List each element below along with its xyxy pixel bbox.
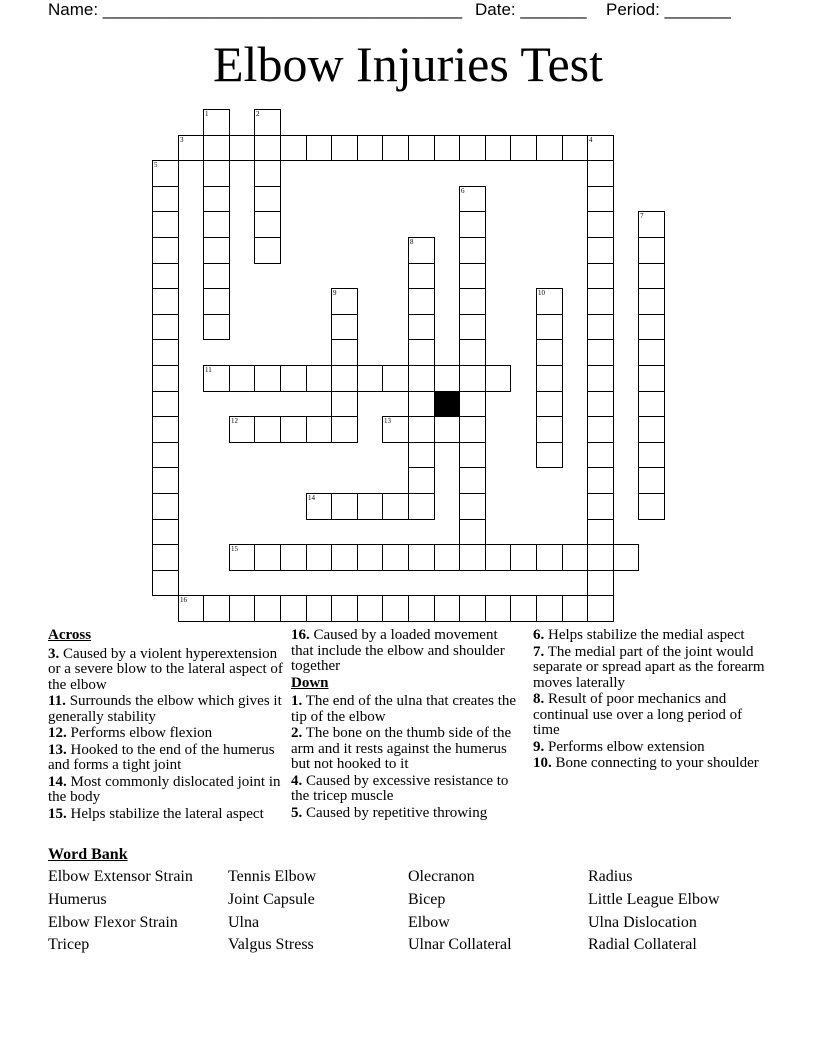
crossword-cell[interactable] xyxy=(536,314,563,340)
crossword-cell[interactable] xyxy=(587,570,614,596)
crossword-cell[interactable] xyxy=(536,339,563,366)
crossword-cell[interactable] xyxy=(638,314,665,340)
crossword-cell[interactable] xyxy=(331,493,358,520)
crossword-cell[interactable] xyxy=(306,365,332,392)
crossword-cell[interactable] xyxy=(638,263,665,289)
crossword-cell[interactable] xyxy=(306,544,332,571)
crossword-cell[interactable] xyxy=(587,442,614,468)
crossword-cell[interactable] xyxy=(254,416,281,443)
crossword-cell[interactable] xyxy=(306,135,332,161)
word-bank-item: Bicep xyxy=(408,891,446,908)
crossword-cell[interactable] xyxy=(587,595,614,622)
crossword-cell[interactable] xyxy=(203,160,230,187)
period-field-label: Period: _______ xyxy=(606,0,731,19)
crossword-cell[interactable] xyxy=(638,211,665,238)
crossword-cell[interactable] xyxy=(536,391,563,417)
crossword-cell[interactable] xyxy=(587,263,614,289)
clue-down: 4. Caused by excessive resistance to the tricep muscle xyxy=(291,772,509,804)
crossword-cell[interactable] xyxy=(152,160,179,187)
word-bank-item: Ulna Dislocation xyxy=(588,914,697,931)
crossword-cell[interactable] xyxy=(203,365,230,392)
crossword-cell[interactable] xyxy=(459,442,486,468)
crossword-cell[interactable] xyxy=(587,391,614,417)
crossword-cell[interactable] xyxy=(536,595,563,622)
crossword-cell[interactable] xyxy=(562,595,588,622)
crossword-cell[interactable] xyxy=(254,160,281,187)
clue-number: 14 xyxy=(308,494,315,502)
crossword-cell[interactable] xyxy=(562,135,588,161)
crossword-cell[interactable] xyxy=(203,314,230,340)
clue-number: 7 xyxy=(640,212,644,220)
word-bank-item: Elbow Flexor Strain xyxy=(48,914,178,931)
crossword-cell[interactable] xyxy=(254,365,281,392)
crossword-cell[interactable] xyxy=(638,391,665,417)
crossword-cell[interactable] xyxy=(459,314,486,340)
crossword-cell[interactable] xyxy=(459,467,486,494)
crossword-cell[interactable] xyxy=(459,391,486,417)
crossword-cell[interactable] xyxy=(587,467,614,494)
crossword-cell[interactable] xyxy=(178,135,204,161)
crossword-cell[interactable] xyxy=(510,544,537,571)
crossword-cell[interactable] xyxy=(459,595,486,622)
crossword-cell[interactable] xyxy=(152,442,179,468)
crossword-cell[interactable] xyxy=(434,365,460,392)
crossword-cell[interactable] xyxy=(152,365,179,392)
crossword-cell[interactable] xyxy=(408,135,435,161)
crossword-cell[interactable] xyxy=(254,544,281,571)
crossword-cell[interactable] xyxy=(459,186,486,212)
crossword-cell[interactable] xyxy=(254,595,281,622)
crossword-cell[interactable] xyxy=(280,135,307,161)
crossword-cell[interactable] xyxy=(587,288,614,315)
clue-down: 6. Helps stabilize the medial aspect xyxy=(533,627,745,643)
crossword-cell[interactable] xyxy=(510,135,537,161)
crossword-cell[interactable] xyxy=(306,595,332,622)
crossword-cell[interactable] xyxy=(434,595,460,622)
crossword-cell[interactable] xyxy=(178,595,204,622)
crossword-cell[interactable] xyxy=(331,544,358,571)
crossword-cell[interactable] xyxy=(254,211,281,238)
crossword-cell[interactable] xyxy=(203,237,230,264)
clue-down: 8. Result of poor mechanics and continual use over a long period of time xyxy=(533,691,743,738)
crossword-cell[interactable] xyxy=(280,416,307,443)
crossword-cell[interactable] xyxy=(485,595,511,622)
crossword-cell[interactable] xyxy=(152,314,179,340)
clue-across: 15. Helps stabilize the lateral aspect xyxy=(48,805,264,822)
crossword-block xyxy=(434,391,460,417)
crossword-cell[interactable] xyxy=(536,442,563,468)
word-bank-item: Humerus xyxy=(48,891,107,908)
clue-down: 9. Performs elbow extension xyxy=(533,738,705,755)
crossword-cell[interactable] xyxy=(229,595,255,622)
crossword-cell[interactable] xyxy=(280,365,307,392)
crossword-cell[interactable] xyxy=(459,365,486,392)
crossword-cell[interactable] xyxy=(254,109,281,136)
crossword-cell[interactable] xyxy=(587,519,614,545)
crossword-cell[interactable] xyxy=(229,135,255,161)
clue-number: 3 xyxy=(180,136,184,144)
clue-number: 10 xyxy=(538,289,545,297)
crossword-cell[interactable] xyxy=(408,263,435,289)
crossword-cell[interactable] xyxy=(203,109,230,136)
crossword-cell[interactable] xyxy=(357,365,383,392)
crossword-cell[interactable] xyxy=(152,416,179,443)
crossword-cell[interactable] xyxy=(485,135,511,161)
crossword-cell[interactable] xyxy=(536,135,563,161)
crossword-cell[interactable] xyxy=(408,595,435,622)
crossword-cell[interactable] xyxy=(587,135,614,161)
crossword-cell[interactable] xyxy=(587,186,614,212)
crossword-cell[interactable] xyxy=(331,314,358,340)
word-bank-item: Ulnar Collateral xyxy=(408,936,512,953)
word-bank-item: Little League Elbow xyxy=(588,891,720,908)
word-bank-item: Radial Collateral xyxy=(588,936,697,953)
word-bank-item: Radius xyxy=(588,868,633,885)
word-bank-item: Valgus Stress xyxy=(228,936,314,953)
crossword-cell[interactable] xyxy=(459,493,486,520)
crossword-cell[interactable] xyxy=(434,135,460,161)
crossword-cell[interactable] xyxy=(152,544,179,571)
crossword-cell[interactable] xyxy=(638,237,665,264)
crossword-cell[interactable] xyxy=(587,314,614,340)
clue-across: 13. Hooked to the end of the humerus and forms a tight joint xyxy=(48,741,275,773)
across-heading: Across xyxy=(48,627,92,643)
crossword-cell[interactable] xyxy=(152,391,179,417)
crossword-cell[interactable] xyxy=(382,544,409,571)
crossword-cell[interactable] xyxy=(587,211,614,238)
clue-down: 5. Caused by repetitive throwing xyxy=(291,804,488,821)
crossword-cell[interactable] xyxy=(382,416,409,443)
crossword-cell[interactable] xyxy=(357,135,383,161)
crossword-cell[interactable] xyxy=(485,365,511,392)
crossword-cell[interactable] xyxy=(459,211,486,238)
crossword-cell[interactable] xyxy=(280,595,307,622)
crossword-cell[interactable] xyxy=(331,288,358,315)
crossword-cell[interactable] xyxy=(434,416,460,443)
crossword-cell[interactable] xyxy=(357,544,383,571)
clue-down: 2. The bone on the thumb side of the arm and it rests against the humerus but not hooked to it xyxy=(291,725,512,772)
crossword-cell[interactable] xyxy=(459,339,486,366)
crossword-cell[interactable] xyxy=(203,135,230,161)
crossword-cell[interactable] xyxy=(306,416,332,443)
crossword-cell[interactable] xyxy=(536,288,563,315)
word-bank-item: Elbow Extensor Strain xyxy=(48,868,193,885)
crossword-cell[interactable] xyxy=(382,493,409,520)
crossword-cell[interactable] xyxy=(152,211,179,238)
down-heading: Down xyxy=(291,674,329,691)
crossword-cell[interactable] xyxy=(638,493,665,520)
clue-across: 16. Caused by a loaded movement that include the elbow and shoulder together xyxy=(291,627,505,674)
crossword-cell[interactable] xyxy=(459,416,486,443)
crossword-cell[interactable] xyxy=(459,237,486,264)
clue-across: 3. Caused by a violent hyperextension or a severe blow to the lateral aspect of the elbow xyxy=(48,645,283,693)
crossword-cell[interactable] xyxy=(331,416,358,443)
crossword-cell[interactable] xyxy=(562,544,588,571)
clue-number: 5 xyxy=(154,161,158,169)
word-bank-item: Olecranon xyxy=(408,868,475,885)
crossword-cell[interactable] xyxy=(254,186,281,212)
crossword-cell[interactable] xyxy=(152,467,179,494)
name-field-label: Name: ______________________________________ xyxy=(48,0,463,19)
clue-number: 13 xyxy=(384,417,391,425)
crossword-cell[interactable] xyxy=(408,391,435,417)
crossword-cell[interactable] xyxy=(203,263,230,289)
clue-down: 1. The end of the ulna that creates the tip of the elbow xyxy=(291,693,517,725)
crossword-cell[interactable] xyxy=(536,544,563,571)
crossword-cell[interactable] xyxy=(152,288,179,315)
clue-across: 14. Most commonly dislocated joint in the body xyxy=(48,773,281,805)
crossword-cell[interactable] xyxy=(229,416,255,443)
crossword-cell[interactable] xyxy=(587,416,614,443)
page-title: Elbow Injuries Test xyxy=(213,36,603,92)
crossword-cell[interactable] xyxy=(306,493,332,520)
crossword-cell[interactable] xyxy=(459,288,486,315)
word-bank-item: Elbow xyxy=(408,914,450,931)
crossword-cell[interactable] xyxy=(152,263,179,289)
crossword-cell[interactable] xyxy=(587,339,614,366)
crossword-cell[interactable] xyxy=(229,365,255,392)
crossword-cell[interactable] xyxy=(331,365,358,392)
crossword-cell[interactable] xyxy=(331,339,358,366)
crossword-cell[interactable] xyxy=(357,595,383,622)
crossword-cell[interactable] xyxy=(638,467,665,494)
clue-number: 11 xyxy=(205,366,212,374)
crossword-cell[interactable] xyxy=(587,237,614,264)
crossword-cell[interactable] xyxy=(331,391,358,417)
crossword-cell[interactable] xyxy=(203,186,230,212)
clues-column-2 xyxy=(291,628,523,822)
crossword-cell[interactable] xyxy=(152,493,179,520)
clue-number: 12 xyxy=(231,417,238,425)
crossword-cell[interactable] xyxy=(203,288,230,315)
crossword-cell[interactable] xyxy=(638,365,665,392)
crossword-cell[interactable] xyxy=(459,519,486,545)
crossword-cell[interactable] xyxy=(382,365,409,392)
crossword-cell[interactable] xyxy=(357,493,383,520)
crossword-cell[interactable] xyxy=(408,314,435,340)
clue-number: 9 xyxy=(333,289,337,297)
crossword-cell[interactable] xyxy=(638,288,665,315)
crossword-cell[interactable] xyxy=(408,416,435,443)
crossword-cell[interactable] xyxy=(382,135,409,161)
crossword-cell[interactable] xyxy=(587,160,614,187)
crossword-cell[interactable] xyxy=(382,595,409,622)
crossword-cell[interactable] xyxy=(203,211,230,238)
crossword-cell[interactable] xyxy=(638,339,665,366)
crossword-cell[interactable] xyxy=(434,544,460,571)
clue-across: 12. Performs elbow flexion xyxy=(48,725,213,741)
crossword-cell[interactable] xyxy=(510,595,537,622)
crossword-cell[interactable] xyxy=(613,544,639,571)
crossword-cell[interactable] xyxy=(536,365,563,392)
crossword-cell[interactable] xyxy=(459,263,486,289)
crossword-cell[interactable] xyxy=(638,416,665,443)
word-bank-item: Joint Capsule xyxy=(228,891,315,908)
crossword-cell[interactable] xyxy=(485,544,511,571)
clue-number: 1 xyxy=(205,110,209,118)
clues-column-3 xyxy=(533,628,769,773)
crossword-cell[interactable] xyxy=(587,365,614,392)
crossword-cell[interactable] xyxy=(408,544,435,571)
crossword-cell[interactable] xyxy=(408,493,435,520)
crossword-cell[interactable] xyxy=(152,237,179,264)
word-bank-item: Ulna xyxy=(228,914,260,931)
crossword-cell[interactable] xyxy=(587,544,614,571)
clue-number: 15 xyxy=(231,545,238,553)
crossword-cell[interactable] xyxy=(459,544,486,571)
clue-number: 8 xyxy=(410,238,414,246)
date-field-label: Date: _______ xyxy=(475,0,587,19)
crossword-cell[interactable] xyxy=(152,339,179,366)
clue-number: 6 xyxy=(461,187,465,195)
crossword-cell[interactable] xyxy=(254,135,281,161)
crossword-cell[interactable] xyxy=(229,544,255,571)
crossword-cell[interactable] xyxy=(408,442,435,468)
crossword-cell[interactable] xyxy=(536,416,563,443)
crossword-cell[interactable] xyxy=(459,135,486,161)
crossword-cell[interactable] xyxy=(408,467,435,494)
crossword-cell[interactable] xyxy=(408,288,435,315)
crossword-cell[interactable] xyxy=(408,237,435,264)
crossword-cell[interactable] xyxy=(638,442,665,468)
crossword-cell[interactable] xyxy=(152,186,179,212)
word-bank-heading: Word Bank xyxy=(48,846,128,863)
crossword-cell[interactable] xyxy=(152,570,179,596)
crossword-cell[interactable] xyxy=(152,519,179,545)
crossword-cell[interactable] xyxy=(254,237,281,264)
crossword-cell[interactable] xyxy=(331,595,358,622)
clues-column-1 xyxy=(48,628,284,823)
crossword-cell[interactable] xyxy=(331,135,358,161)
crossword-cell[interactable] xyxy=(587,493,614,520)
crossword-cell[interactable] xyxy=(408,339,435,366)
word-bank-item: Tricep xyxy=(48,936,90,953)
clue-number: 16 xyxy=(180,596,187,604)
word-bank-item: Tennis Elbow xyxy=(228,868,317,885)
crossword-cell[interactable] xyxy=(203,595,230,622)
clue-down: 7. The medial part of the joint would separate or spread apart as the forearm moves laterally xyxy=(533,643,765,691)
clue-number: 4 xyxy=(589,136,593,144)
crossword-cell[interactable] xyxy=(408,365,435,392)
clue-down: 10. Bone connecting to your shoulder xyxy=(533,755,759,771)
clue-number: 2 xyxy=(256,110,260,118)
clue-across: 11. Surrounds the elbow which gives it generally stability xyxy=(48,693,282,725)
crossword-cell[interactable] xyxy=(280,544,307,571)
